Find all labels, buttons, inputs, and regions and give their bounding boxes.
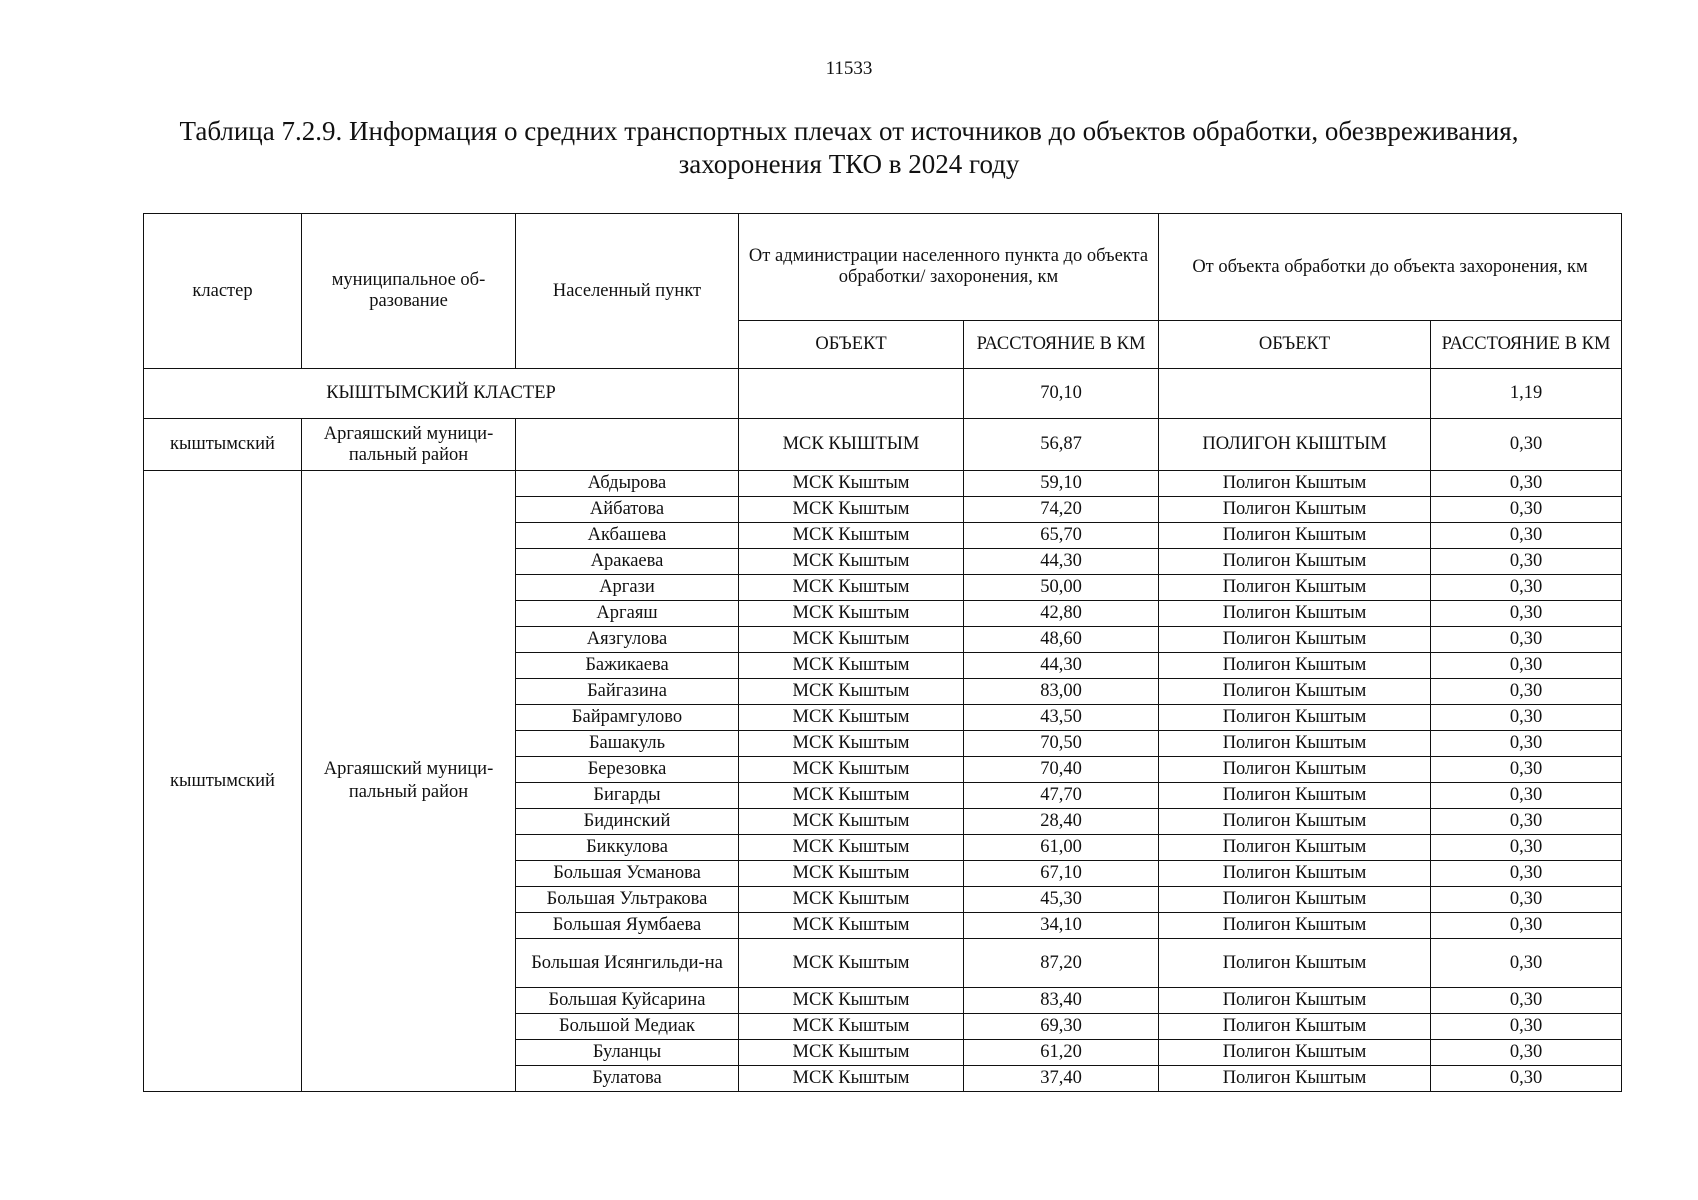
settlement-cell: Березовка [516,757,739,783]
distance-2-cell: 0,30 [1431,861,1622,887]
distance-cell: 34,10 [964,913,1159,939]
object-2-cell: Полигон Кыштым [1159,731,1431,757]
settlement-cell: Аргаяш [516,601,739,627]
distance-2-cell: 0,30 [1431,783,1622,809]
settlement-cell: Абдырова [516,471,739,497]
object-cell: МСК Кыштым [739,497,964,523]
object-2-cell: Полигон Кыштым [1159,783,1431,809]
header-distance: РАССТОЯНИЕ В КМ [964,321,1159,369]
object-cell: МСК Кыштым [739,601,964,627]
cluster-label: КЫШТЫМСКИЙ КЛАСТЕР [144,369,739,419]
distance-2-cell: 0,30 [1431,887,1622,913]
summary-dist2: 0,30 [1431,419,1622,471]
table-body [144,214,1622,1092]
object-cell: МСК Кыштым [739,575,964,601]
distance-2-cell: 0,30 [1431,601,1622,627]
object-2-cell: Полигон Кыштым [1159,835,1431,861]
summary-municipality: Аргаяшский муници-пальный район [302,419,516,471]
settlement-cell: Большая Ультракова [516,887,739,913]
object-2-cell: Полигон Кыштым [1159,1014,1431,1040]
distance-2-cell: 0,30 [1431,809,1622,835]
distance-2-cell: 0,30 [1431,549,1622,575]
distance-2-cell: 0,30 [1431,497,1622,523]
distance-2-cell: 0,30 [1431,705,1622,731]
distance-cell: 28,40 [964,809,1159,835]
settlement-cell: Аракаева [516,549,739,575]
object-2-cell: Полигон Кыштым [1159,939,1431,988]
distance-2-cell: 0,30 [1431,731,1622,757]
object-cell: МСК Кыштым [739,887,964,913]
object-2-cell: Полигон Кыштым [1159,601,1431,627]
distance-2-cell: 0,30 [1431,835,1622,861]
distance-cell: 67,10 [964,861,1159,887]
distance-cell: 45,30 [964,887,1159,913]
settlement-cell: Аргази [516,575,739,601]
object-cell: МСК Кыштым [739,1066,964,1092]
object-2-cell: Полигон Кыштым [1159,679,1431,705]
object-2-cell: Полигон Кыштым [1159,497,1431,523]
header-object-2: ОБЪЕКТ [1159,321,1431,369]
object-cell: МСК Кыштым [739,1040,964,1066]
transport-distance-table [143,213,1622,1092]
object-cell: МСК Кыштым [739,861,964,887]
distance-cell: 37,40 [964,1066,1159,1092]
object-2-cell: Полигон Кыштым [1159,549,1431,575]
header-from-processing: От объекта обработки до объекта захоронения, км [1159,214,1622,321]
distance-cell: 69,30 [964,1014,1159,1040]
distance-cell: 61,00 [964,835,1159,861]
header-distance-2: РАССТОЯНИЕ В КМ [1431,321,1622,369]
object-cell: МСК Кыштым [739,627,964,653]
object-2-cell: Полигон Кыштым [1159,471,1431,497]
object-cell: МСК Кыштым [739,835,964,861]
distance-2-cell: 0,30 [1431,939,1622,988]
object-cell: МСК Кыштым [739,471,964,497]
cluster-dist2: 1,19 [1431,369,1622,419]
settlement-cell: Большая Усманова [516,861,739,887]
cluster-object-2 [1159,369,1431,419]
distance-cell: 83,40 [964,988,1159,1014]
distance-cell: 47,70 [964,783,1159,809]
distance-cell: 83,00 [964,679,1159,705]
distance-cell: 61,20 [964,1040,1159,1066]
cluster-total-row [144,369,1622,419]
distance-2-cell: 0,30 [1431,913,1622,939]
object-2-cell: Полигон Кыштым [1159,861,1431,887]
group-cluster: кыштымский [144,471,302,1092]
object-2-cell: Полигон Кыштым [1159,1040,1431,1066]
object-2-cell: Полигон Кыштым [1159,575,1431,601]
settlement-cell: Биккулова [516,835,739,861]
object-cell: МСК Кыштым [739,988,964,1014]
settlement-cell: Большая Исянгильди-на [516,939,739,988]
distance-cell: 44,30 [964,653,1159,679]
distance-2-cell: 0,30 [1431,988,1622,1014]
object-cell: МСК Кыштым [739,731,964,757]
distance-2-cell: 0,30 [1431,679,1622,705]
header-municipality: муниципальное об-разование [302,214,516,369]
settlement-cell: Буланцы [516,1040,739,1066]
header-object: ОБЪЕКТ [739,321,964,369]
summary-object: МСК КЫШТЫМ [739,419,964,471]
header-row-1 [144,214,1622,321]
distance-cell: 87,20 [964,939,1159,988]
settlement-cell: Большая Куйсарина [516,988,739,1014]
summary-dist1: 56,87 [964,419,1159,471]
cluster-dist1: 70,10 [964,369,1159,419]
summary-cluster: кыштымский [144,419,302,471]
object-2-cell: Полигон Кыштым [1159,913,1431,939]
distance-2-cell: 0,30 [1431,1066,1622,1092]
settlement-cell: Булатова [516,1066,739,1092]
summary-settlement [516,419,739,471]
object-cell: МСК Кыштым [739,757,964,783]
object-cell: МСК Кыштым [739,783,964,809]
settlement-cell: Бидинский [516,809,739,835]
object-2-cell: Полигон Кыштым [1159,809,1431,835]
distance-cell: 43,50 [964,705,1159,731]
distance-2-cell: 0,30 [1431,471,1622,497]
header-cluster: кластер [144,214,302,369]
page-number: 11533 [825,58,873,79]
table-row [144,471,1622,497]
distance-cell: 50,00 [964,575,1159,601]
settlement-cell: Аязгулова [516,627,739,653]
distance-cell: 70,50 [964,731,1159,757]
settlement-cell: Большая Яумбаева [516,913,739,939]
settlement-cell: Бигарды [516,783,739,809]
settlement-cell: Айбатова [516,497,739,523]
distance-cell: 48,60 [964,627,1159,653]
table-caption: Таблица 7.2.9. Информация о средних транспортных плечах от источников до объектов обработки, обезвреживания, захоронения ТКО в 2024 году [179,116,1519,179]
group-municipality: Аргаяшский муници-пальный район [302,471,516,1092]
object-cell: МСК Кыштым [739,1014,964,1040]
object-2-cell: Полигон Кыштым [1159,523,1431,549]
object-2-cell: Полигон Кыштым [1159,887,1431,913]
distance-cell: 70,40 [964,757,1159,783]
distance-2-cell: 0,30 [1431,757,1622,783]
distance-2-cell: 0,30 [1431,627,1622,653]
distance-cell: 74,20 [964,497,1159,523]
distance-2-cell: 0,30 [1431,1014,1622,1040]
object-2-cell: Полигон Кыштым [1159,627,1431,653]
distance-cell: 59,10 [964,471,1159,497]
settlement-cell: Байгазина [516,679,739,705]
object-cell: МСК Кыштым [739,653,964,679]
object-2-cell: Полигон Кыштым [1159,653,1431,679]
object-2-cell: Полигон Кыштым [1159,1066,1431,1092]
settlement-cell: Байрамгулово [516,705,739,731]
distance-2-cell: 0,30 [1431,653,1622,679]
object-cell: МСК Кыштым [739,939,964,988]
settlement-cell: Бажикаева [516,653,739,679]
object-cell: МСК Кыштым [739,913,964,939]
settlement-cell: Большой Медиак [516,1014,739,1040]
object-cell: МСК Кыштым [739,523,964,549]
object-cell: МСК Кыштым [739,705,964,731]
object-2-cell: Полигон Кыштым [1159,757,1431,783]
object-cell: МСК Кыштым [739,679,964,705]
distance-cell: 65,70 [964,523,1159,549]
municipality-summary-row [144,419,1622,471]
header-settlement: Населенный пункт [516,214,739,369]
object-2-cell: Полигон Кыштым [1159,988,1431,1014]
summary-object-2: ПОЛИГОН КЫШТЫМ [1159,419,1431,471]
distance-cell: 44,30 [964,549,1159,575]
distance-2-cell: 0,30 [1431,575,1622,601]
distance-2-cell: 0,30 [1431,523,1622,549]
cluster-object [739,369,964,419]
object-2-cell: Полигон Кыштым [1159,705,1431,731]
distance-cell: 42,80 [964,601,1159,627]
distance-2-cell: 0,30 [1431,1040,1622,1066]
object-cell: МСК Кыштым [739,809,964,835]
settlement-cell: Башакуль [516,731,739,757]
object-cell: МСК Кыштым [739,549,964,575]
settlement-cell: Акбашева [516,523,739,549]
header-from-admin: От администрации населенного пункта до объекта обработки/ захоронения, км [739,214,1159,321]
